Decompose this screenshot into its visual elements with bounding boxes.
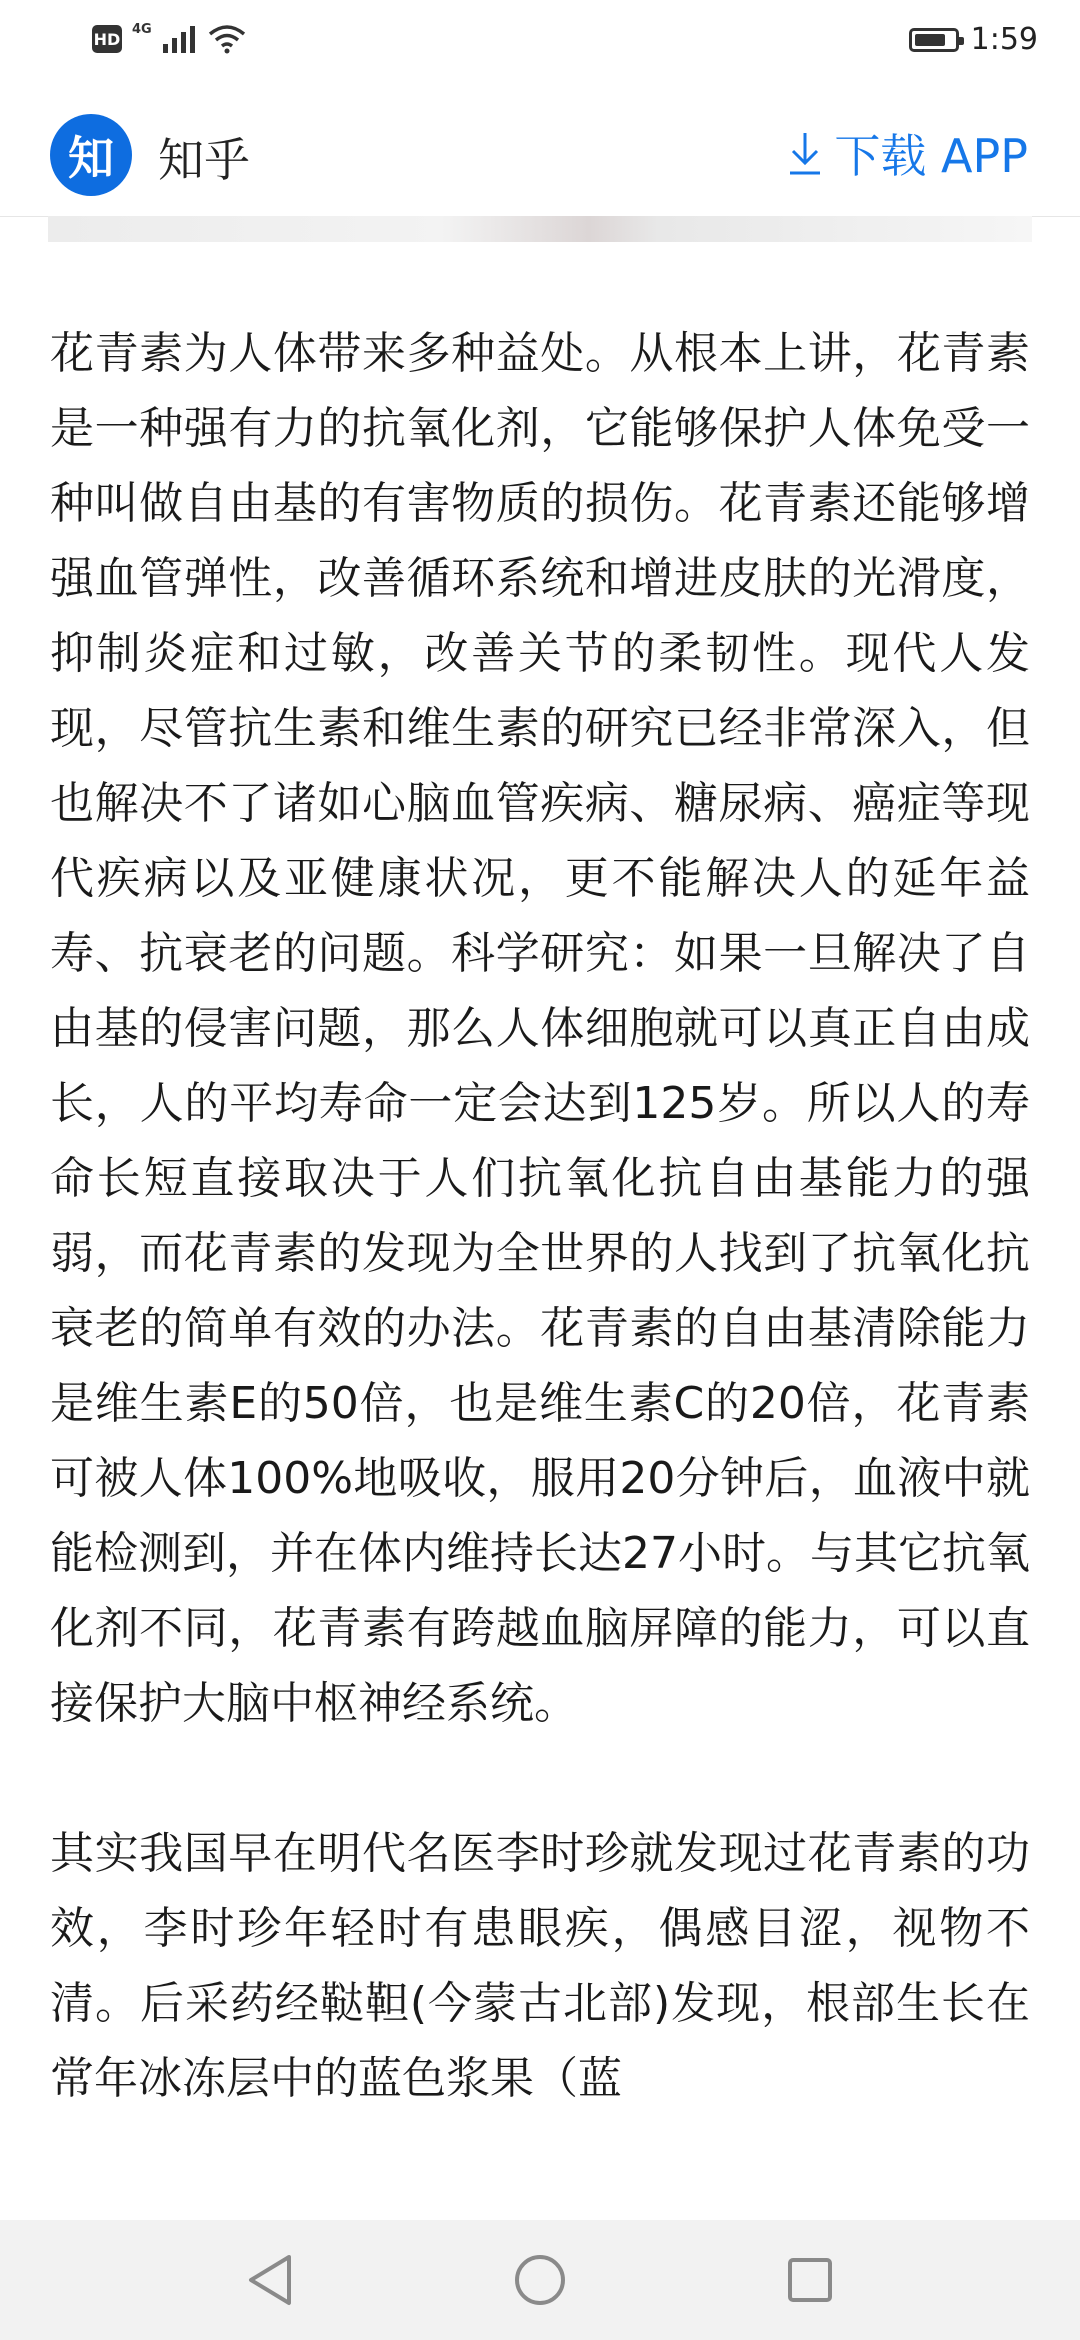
- download-app-button[interactable]: [786, 120, 1028, 186]
- back-icon: [245, 2253, 295, 2307]
- wifi-icon: [208, 24, 246, 54]
- zhihu-logo[interactable]: 知: [50, 114, 132, 196]
- download-icon: [786, 129, 824, 177]
- app-name[interactable]: 知乎: [158, 133, 250, 187]
- app-header: [0, 84, 1080, 217]
- recents-button[interactable]: [780, 2250, 840, 2310]
- network-type: 4G: [132, 21, 152, 37]
- system-nav-bar: [0, 2220, 1080, 2340]
- recents-icon: [785, 2255, 835, 2305]
- hd-badge: HD: [92, 25, 122, 53]
- clock: 1:59: [970, 22, 1038, 57]
- article-paragraph: 花青素为人体带来多种益处。从根本上讲，花青素是一种强有力的抗氧化剂，它能够保护人体免受一种叫做自由基的有害物质的损伤。花青素还能够增强血管弹性，改善循环系统和增进皮肤的光滑度，抑制炎症和过敏，改善关节的柔韧性。现代人发现，尽管抗生素和维生素的研究已经非常深入，但也解决不了诸如心脑血管疾病、糖尿病、癌症等现代疾病以及亚健康状况，更不能解决人的延年益寿、抗衰老的问题。科学研究：如果一旦解决了自由基的侵害问题，那么人体细胞就可以真正自由成长，人的平均寿命一定会达到125岁。所以人的寿命长短直接取决于人们抗氧化抗自由基能力的强弱，而花青素的发现为全世界的人找到了抗氧化抗衰老的简单有效的办法。花青素的自由基清除能力是维生素E的50倍，也是维生素C的20倍，花青素可被人体100%地吸收，服用20分钟后，血液中就能检测到，并在体内维持长达27小时。与其它抗氧化剂不同，花青素有跨越血脑屏障的能力，可以直接保护大脑中枢神经系统。: [50, 328, 1030, 1729]
- article-body: [50, 316, 1030, 2191]
- status-bar: [0, 0, 1080, 84]
- article-image: [48, 216, 1032, 242]
- status-left: [92, 21, 246, 54]
- signal-icon: [162, 24, 198, 54]
- battery-icon: [909, 28, 959, 52]
- home-icon: [512, 2252, 568, 2308]
- back-button[interactable]: [240, 2250, 300, 2310]
- status-right: [909, 22, 1038, 57]
- home-button[interactable]: [510, 2250, 570, 2310]
- download-label: 下载 APP: [834, 129, 1028, 183]
- article-paragraph: 其实我国早在明代名医李时珍就发现过花青素的功效，李时珍年轻时有患眼疾，偶感目涩，视物不清。后采药经鞑靼(今蒙古北部)发现，根部生长在常年冰冻层中的蓝色浆果（蓝: [50, 1828, 1030, 2104]
- battery-fill: [915, 34, 945, 46]
